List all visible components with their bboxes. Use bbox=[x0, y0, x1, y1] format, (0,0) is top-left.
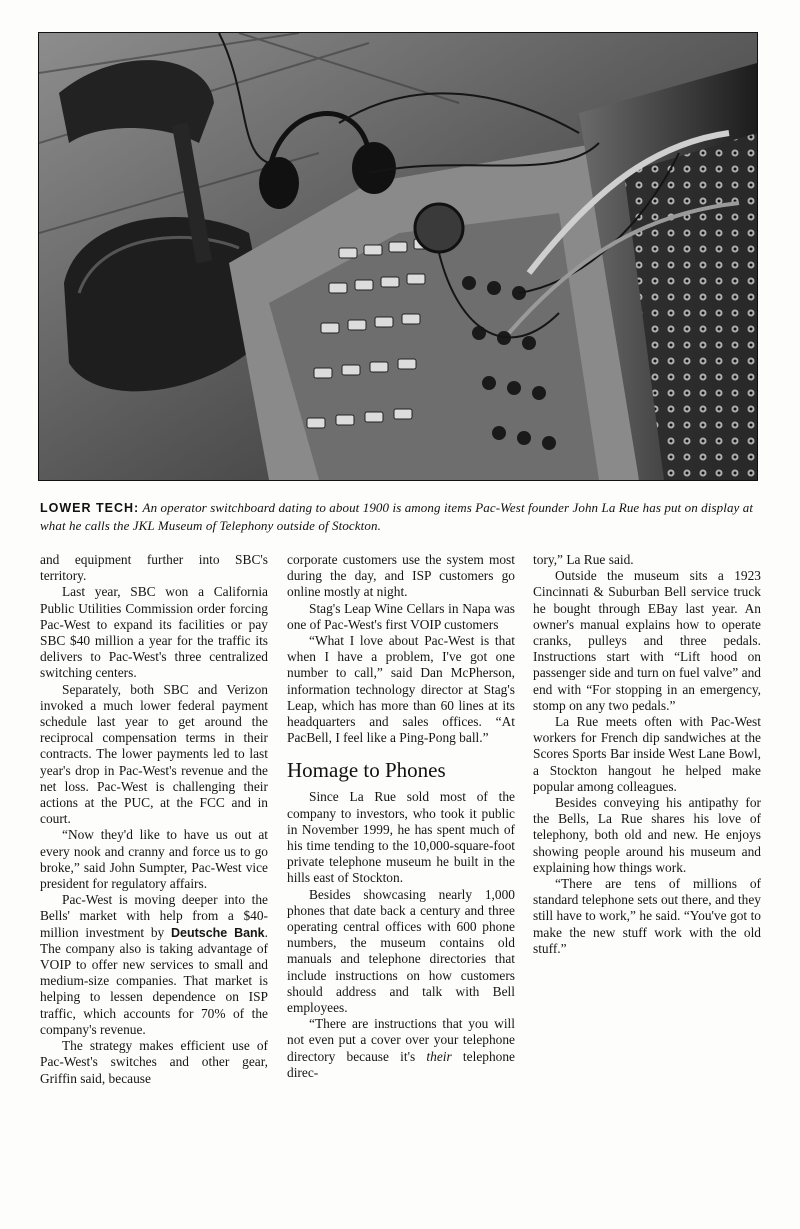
text-run: Pac-West is moving deeper into the Bells' market with help from a $40-million investment by bbox=[40, 892, 268, 940]
text-run: telephone direc- bbox=[287, 1048, 515, 1080]
paragraph bbox=[40, 892, 268, 1038]
paragraph: “What I love about Pac-West is that when I have a problem, I've got one number to call,” said Dan McPherson, information technology director at Stag's Leap, which has more than 60 lines at its headquarters and sales offices. “At PacBell, I feel like a Ping-Pong ball.” bbox=[287, 633, 515, 746]
paragraph: Outside the museum sits a 1923 Cincinnati & Suburban Bell service truck he bought through EBay last year. An owner's manual explains how to operate cranks, pulleys and three pedals. Instructions start with “Lift hood on passenger side and turn on fuel valve” and end with “For stopping in an emergency, stomp on any two pedals.” bbox=[533, 568, 761, 713]
switchboard-photo bbox=[38, 32, 758, 481]
paragraph: and equipment further into SBC's territory. bbox=[40, 552, 268, 584]
paragraph: “Now they'd like to have us out at every nook and cranny and force us to go broke,” said John Sumpter, Pac-West vice president for regulatory affairs. bbox=[40, 827, 268, 892]
paragraph: Stag's Leap Wine Cellars in Napa was one of Pac-West's first VOIP customers bbox=[287, 600, 515, 632]
paragraph: tory,” La Rue said. bbox=[533, 552, 634, 567]
paragraph: Besides conveying his antipathy for the Bells, La Rue shares his love of telephony, both old and new. He enjoys showing people around his museum and explaining how things work. bbox=[533, 795, 761, 875]
company-name: Deutsche Bank bbox=[170, 925, 265, 940]
article-column-2 bbox=[287, 552, 515, 1081]
paragraph: La Rue meets often with Pac-West workers for French dip sandwiches at the Scores Sports Bar inside West Lane Bowl, a Stockton hangout he helped make popular among colleagues. bbox=[533, 714, 761, 794]
section-heading: Homage to Phones bbox=[287, 758, 446, 783]
switchboard-photo-icon bbox=[39, 33, 757, 480]
text-run: . The company also is taking advantage of VOIP to offer new services to small and medium-size companies. That market is helping to lessen dependence on ISP traffic, which accounts for 70% of the company's revenue. bbox=[40, 924, 268, 1037]
paragraph: The strategy makes efficient use of Pac-West's switches and other gear, Griffin said, because bbox=[40, 1038, 268, 1086]
paragraph: Since La Rue sold most of the company to investors, who took it public in November 1999, he has spent much of his time tending to the 10,000-square-foot private telephone museum he built in the hills east of Stockton. bbox=[287, 789, 515, 886]
paragraph bbox=[287, 1016, 515, 1081]
paragraph: “There are tens of millions of standard telephone sets out there, and they still have to work,” he said. “You've got to make the new stuff work with the old stuff.” bbox=[533, 876, 761, 956]
photo-caption bbox=[40, 499, 756, 534]
caption-text: An operator switchboard dating to about 1900 is among items Pac-West founder John La Rue has put on display at what he calls the JKL Museum of Telephony outside of Stockton. bbox=[40, 500, 754, 533]
paragraph: corporate customers use the system most during the day, and ISP customers go online mostly at night. bbox=[287, 552, 515, 600]
paragraph: Last year, SBC won a California Public Utilities Commission order forcing Pac-West to expand its facilities or pay SBC $40 million a year for the traffic its delivers to Pac-West's three centralized switching centers. bbox=[40, 584, 268, 681]
emphasis: their bbox=[426, 1048, 452, 1064]
paragraph: Besides showcasing nearly 1,000 phones that date back a century and three operating central offices with 600 phone numbers, the museum contains old manuals and telephone directories that include instructions on how customers should address and talk with Bell employees. bbox=[287, 886, 515, 1016]
text-run: “There are instructions that you will not even put a cover over your telephone directory because it's bbox=[287, 1016, 515, 1064]
paragraph: Separately, both SBC and Verizon invoked a much lower federal payment schedule last year to get around the reciprocal compensation terms in their contracts. The lower payments led to last year's drop in Pac-West's revenue and the net loss. Pac-West is challenging their actions at the PUC, at the FCC and in court. bbox=[40, 681, 268, 827]
article-column-1 bbox=[40, 552, 268, 1087]
article-column-3 bbox=[533, 552, 761, 957]
caption-kicker: LOWER TECH: bbox=[40, 501, 140, 515]
